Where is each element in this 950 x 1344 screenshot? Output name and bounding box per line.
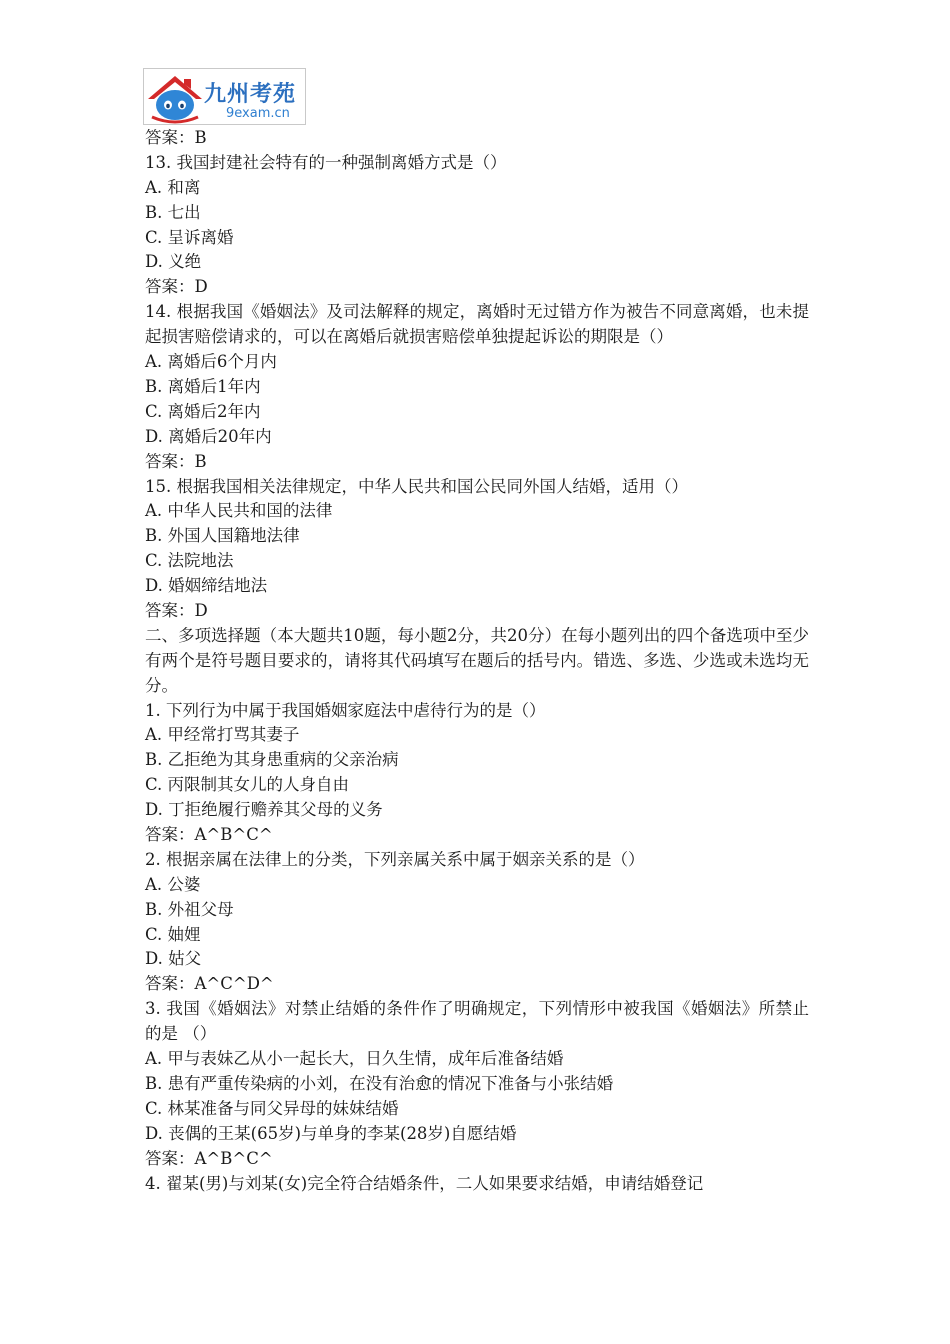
option-d: D. 婚姻缔结地法	[145, 576, 268, 596]
option-b: B. 外祖父母	[145, 899, 234, 919]
exam-content	[145, 126, 809, 1196]
option-c: C. 林某准备与同父异母的妹妹结婚	[145, 1098, 399, 1118]
option-d: D. 姑父	[145, 949, 202, 969]
option-c: C. 离婚后2年内	[145, 401, 261, 421]
answer-line: 答案：D	[145, 277, 208, 297]
option-b: B. 患有严重传染病的小刘，在没有治愈的情况下准备与小张结婚	[145, 1073, 614, 1093]
option-a: A. 公婆	[145, 874, 201, 894]
option-d: D. 义绝	[145, 252, 202, 272]
option-b: B. 离婚后1年内	[145, 376, 261, 396]
option-c: C. 丙限制其女儿的人身自由	[145, 775, 350, 795]
answer-line: 答案：D	[145, 600, 208, 620]
answer-line: 答案：A^C^D^	[145, 974, 274, 994]
answer-line: 答案：A^B^C^	[145, 1148, 273, 1168]
option-a: A. 中华人民共和国的法律	[145, 501, 333, 521]
answer-line: 答案：A^B^C^	[145, 825, 273, 845]
question-3: 3. 我国《婚姻法》对禁止结婚的条件作了明确规定，下列情形中被我国《婚姻法》所禁止的是 （）	[145, 999, 809, 1044]
question-13: 13. 我国封建社会特有的一种强制离婚方式是（）	[145, 152, 507, 172]
option-b: B. 乙拒绝为其身患重病的父亲治病	[145, 750, 399, 770]
question-1: 1. 下列行为中属于我国婚姻家庭法中虐待行为的是（）	[145, 700, 546, 720]
option-a: A. 和离	[145, 177, 201, 197]
option-d: D. 丧偶的王某(65岁)与单身的李某(28岁)自愿结婚	[145, 1123, 517, 1143]
question-14: 14. 根据我国《婚姻法》及司法解释的规定，离婚时无过错方作为被告不同意离婚，也未提起损害赔偿请求的，可以在离婚后就损害赔偿单独提起诉讼的期限是（）	[145, 302, 809, 347]
answer-line: 答案：B	[145, 451, 207, 471]
logo-house-icon	[144, 69, 206, 125]
section-heading-multiple-choice: 二、多项选择题（本大题共10题，每小题2分，共20分）在每小题列出的四个备选项中至少有两个是符号题目要求的，请将其代码填写在题后的括号内。错选、多选、少选或未选均无分。	[145, 625, 809, 695]
option-c: C. 妯娌	[145, 924, 201, 944]
answer-line: 答案：B	[145, 128, 207, 147]
option-a: A. 离婚后6个月内	[145, 352, 277, 372]
logo-text-en: 9exam.cn	[226, 106, 290, 121]
option-b: B. 七出	[145, 202, 201, 222]
option-c: C. 法院地法	[145, 551, 234, 571]
option-d: D. 离婚后20年内	[145, 426, 272, 446]
site-logo	[143, 68, 306, 125]
option-c: C. 呈诉离婚	[145, 227, 234, 247]
question-15: 15. 根据我国相关法律规定，中华人民共和国公民同外国人结婚，适用（）	[145, 476, 688, 496]
option-a: A. 甲经常打骂其妻子	[145, 725, 300, 745]
logo-text-cn: 九州考苑	[204, 82, 297, 107]
option-d: D. 丁拒绝履行赡养其父母的义务	[145, 800, 383, 820]
option-b: B. 外国人国籍地法律	[145, 526, 300, 546]
option-a: A. 甲与表妹乙从小一起长大，日久生情，成年后准备结婚	[145, 1049, 564, 1069]
question-4: 4. 翟某(男)与刘某(女)完全符合结婚条件，二人如果要求结婚，申请结婚登记	[145, 1173, 704, 1193]
question-2: 2. 根据亲属在法律上的分类，下列亲属关系中属于姻亲关系的是（）	[145, 849, 645, 869]
